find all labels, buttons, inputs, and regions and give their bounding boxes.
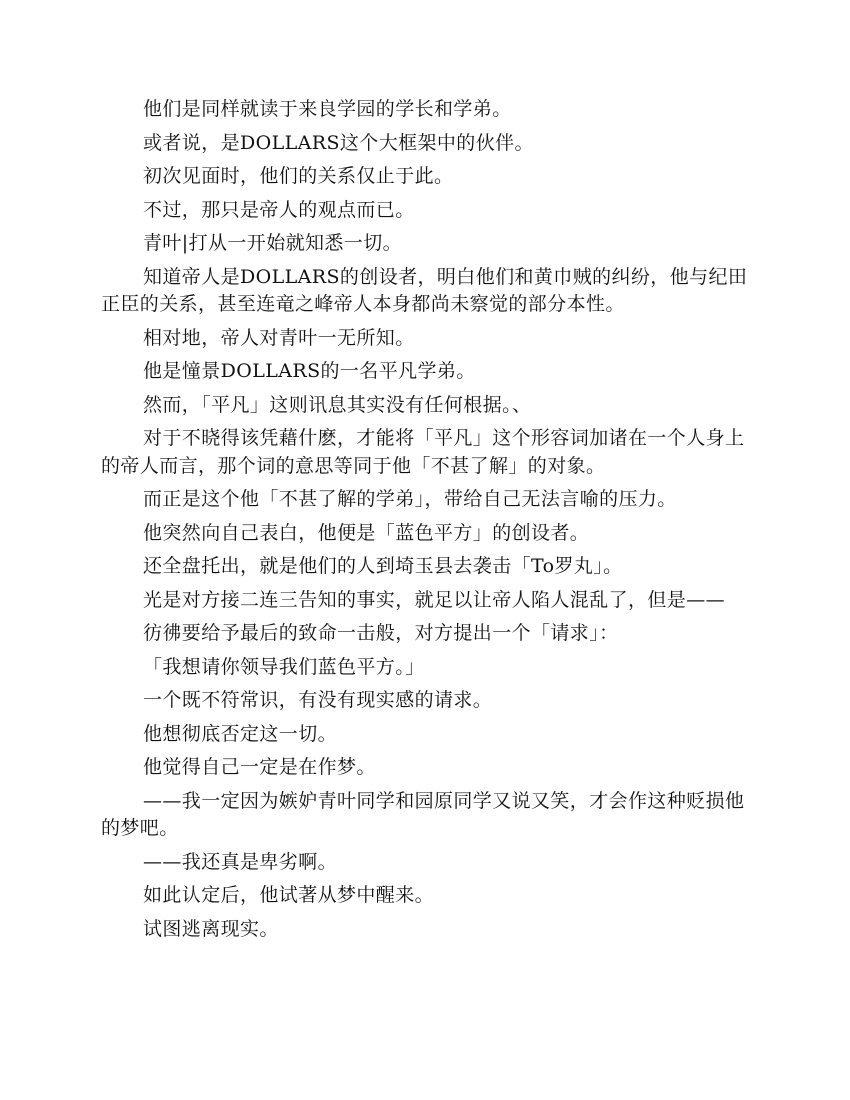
paragraph: 「我想请你领导我们蓝色平方。」: [143, 655, 425, 678]
paragraph: 光是对方接二连三告知的事实，就足以让帝人陷人混乱了，但是——: [143, 588, 726, 611]
paragraph: 对于不晓得该凭藉什麽，才能将「平凡」这个形容词加诸在一个人身上的帝人而言，那个词的意思等同于他「不甚了解」的对象。: [101, 427, 745, 477]
paragraph: 而正是这个他「不甚了解的学弟」，带给自己无法言喻的压力。: [143, 488, 677, 510]
paragraph: 知道帝人是DOLLARS的创设者，明白他们和黄巾贼的纠纷，他与纪田正臣的关系，甚至连竜之峰帝人本身都尚未察觉的部分本性。: [101, 265, 748, 315]
paragraph: 青叶|打从一开始就知悉一切。: [143, 232, 403, 254]
paragraph: 他突然向自己表白，他便是「蓝色平方」的创设者。: [143, 521, 590, 544]
paragraph: ——我还真是卑劣啊。: [143, 850, 338, 873]
paragraph: 他觉得自己一定是在作梦。: [143, 756, 376, 778]
paragraph: 他是憧景DOLLARS的一名平凡学弟。: [143, 360, 476, 382]
paragraph: 一个既不符常识，有没有现实感的请求。: [143, 689, 493, 711]
document-body: [101, 96, 753, 949]
paragraph: 初次见面时，他们的关系仅止于此。: [143, 165, 454, 187]
paragraph: 还全盘托出，就是他们的人到埼玉县去袭击「To罗丸」。: [143, 555, 623, 577]
paragraph: 他们是同样就读于来良学园的学长和学弟。: [143, 98, 512, 120]
paragraph: 不过，那只是帝人的观点而已。: [143, 198, 415, 221]
paragraph: 然而，「平凡」这则讯息其实没有任何根据。、: [143, 393, 532, 416]
paragraph: 相对地，帝人对青叶一无所知。: [143, 326, 415, 349]
paragraph: 他想彻底否定这一切。: [143, 722, 338, 745]
paragraph: 如此认定后，他试著从梦中醒来。: [143, 884, 435, 906]
paragraph: 或者说，是DOLLARS这个大框架中的伙伴。: [143, 131, 534, 154]
paragraph: 试图逃离现实。: [143, 917, 279, 940]
paragraph: 彷彿要给予最后的致命一击般，对方提出一个「请求」：: [143, 622, 619, 644]
paragraph: ——我一定因为嫉妒青叶同学和园原同学又说又笑，才会作这种贬损他的梦吧。: [101, 789, 745, 839]
